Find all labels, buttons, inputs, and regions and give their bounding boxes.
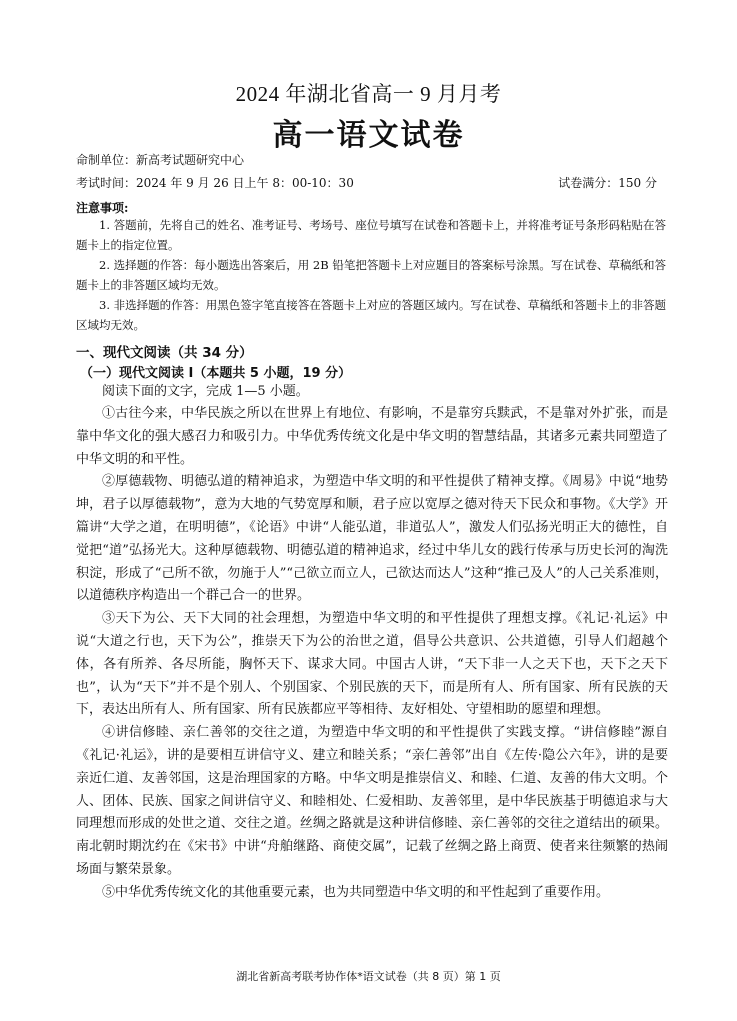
passage-paragraph: ②厚德载物、明德弘道的精神追求，为塑造中华文明的和平性提供了精神支撑。《周易》中说“地势坤，君子以厚德载物”，意为大地的气势宽厚和顺，君子应以宽厚之德对待天下民众和事物。《大学》开篇讲“大学之道，在明明德”，《论语》中讲“人能弘道，非道弘人”，激发人们弘扬光明正大的德性，自觉把“道”弘扬光大。这种厚德载物、明德弘道的精神追求，经过中华儿女的践行传承与历史长河的淘洗积淀，形成了“己所不欲，勿施于人”“己欲立而立人，己欲达而达人”这种“推己及人”的人己关系准则，以道德秩序构造出一个群己合一的世界。 [76, 474, 668, 604]
notice-heading: 注意事项: [76, 201, 129, 215]
passage-paragraph: ④讲信修睦、亲仁善邻的交往之道，为塑造中华文明的和平性提供了实践支撑。“讲信修睦”源自《礼记·礼运》，讲的是要相互讲信守义、建立和睦关系；“亲仁善邻”出自《左传·隐公六年》，讲的是要亲近仁道、友善邻国，这是治理国家的方略。中华文明是推崇信义、和睦、仁道、友善的伟大文明。个人、团体、民族、国家之间讲信守义、和睦相处、仁爱相助、友善邻里，是中华民族基于明德追求与大同理想而形成的处世之道、交往之道。丝绸之路就是这种讲信修睦、亲仁善邻的交往之道结出的硕果。南北朝时期沈约在《宋书》中讲“舟舶继路、商使交属”，记载了丝绸之路上商贾、使者来往频繁的热闹场面与繁荣景象。 [76, 725, 668, 877]
passage-paragraph: ③天下为公、天下大同的社会理想，为塑造中华文明的和平性提供了理想支撑。《礼记·礼运》中说“大道之行也，天下为公”，推崇天下为公的治世之道，倡导公共意识、公共道德，引导人们超越个体，各有所养、各尽所能，胸怀天下、谋求大同。中国古人讲，“天下非一人之天下也，天下之天下也”，认为“天下”并不是个别人、个别国家、个别民族的天下，而是所有人、所有国家、所有民族的天下，表达出所有人、所有国家、所有民族都应平等相待、友好相处、守望相助的愿望和理想。 [76, 611, 668, 718]
section-title: 一、现代文阅读（共 34 分） [76, 345, 253, 361]
notice-item: 1. 答题前，先将自己的姓名、准考证号、考场号、座位号填写在试卷和答题卡上，并将准考证号条形码粘贴在答题卡上的指定位置。 [76, 218, 666, 252]
subsection-title: （一）现代文阅读 I（本题共 5 小题，19 分） [80, 366, 352, 381]
exam-title: 2024 年湖北省高一 9 月月考 [235, 82, 502, 106]
issuer-line: 命制单位：新高考试题研究中心 [76, 153, 245, 167]
full-score-line: 试卷满分：150 分 [558, 176, 657, 190]
passage-paragraph: ⑤中华优秀传统文化的其他重要元素，也为共同塑造中华文明的和平性起到了重要作用。 [102, 884, 610, 900]
page-footer: 湖北省新高考联考协作体*语文试卷（共 8 页）第 1 页 [236, 970, 501, 983]
reading-instruction: 阅读下面的文字，完成 1—5 小题。 [102, 384, 309, 399]
notice-item: 2. 选择题的作答：每小题选出答案后，用 2B 铅笔把答题卡上对应题目的答案标号涂黑。写在试卷、草稿纸和答题卡上的非答题区域均无效。 [76, 258, 666, 292]
reading-passage [76, 403, 668, 905]
subject-title: 高一语文试卷 [272, 118, 465, 153]
exam-time-line: 考试时间：2024 年 9 月 26 日上午 8：00-10：30 [76, 176, 354, 190]
passage-paragraph: ①古往今来，中华民族之所以在世界上有地位、有影响，不是靠穷兵黩武，不是靠对外扩张，而是靠中华文化的强大感召力和吸引力。中华优秀传统文化是中华文明的智慧结晶，其诸多元素共同塑造了中华文明的和平性。 [76, 406, 668, 467]
notice-item: 3. 非选择题的作答：用黑色签字笔直接答在答题卡上对应的答题区域内。写在试卷、草稿纸和答题卡上的非答题区域均无效。 [76, 298, 666, 332]
